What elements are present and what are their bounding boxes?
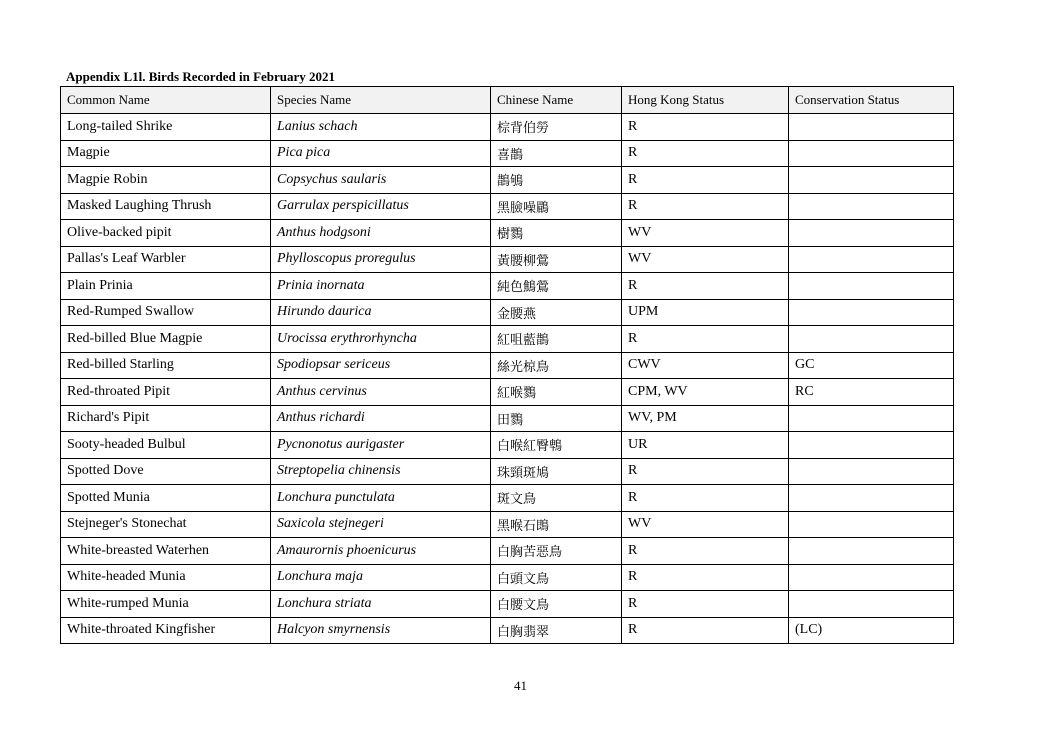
column-header-common-name: Common Name	[61, 87, 271, 114]
table-row	[61, 193, 954, 220]
hong-kong-status-cell: R	[622, 193, 789, 220]
table-row	[61, 246, 954, 273]
common-name-cell: Richard's Pipit	[61, 405, 271, 432]
chinese-name-cell: 絲光椋鳥	[491, 352, 622, 379]
hong-kong-status-cell: R	[622, 538, 789, 565]
hong-kong-status-cell: R	[622, 564, 789, 591]
conservation-status-cell	[789, 511, 954, 538]
chinese-name-cell: 黑喉石鵖	[491, 511, 622, 538]
chinese-name-cell: 金腰燕	[491, 299, 622, 326]
hong-kong-status-cell: R	[622, 114, 789, 141]
species-name-cell: Saxicola stejnegeri	[271, 511, 491, 538]
hong-kong-status-cell: R	[622, 273, 789, 300]
species-name-cell: Copsychus saularis	[271, 167, 491, 194]
hong-kong-status-cell: R	[622, 458, 789, 485]
chinese-name-cell: 紅喉鷚	[491, 379, 622, 406]
common-name-cell: Red-billed Blue Magpie	[61, 326, 271, 353]
species-name-cell: Amaurornis phoenicurus	[271, 538, 491, 565]
conservation-status-cell	[789, 591, 954, 618]
table-row	[61, 458, 954, 485]
hong-kong-status-cell: CWV	[622, 352, 789, 379]
common-name-cell: White-rumped Munia	[61, 591, 271, 618]
chinese-name-cell: 斑文鳥	[491, 485, 622, 512]
conservation-status-cell	[789, 167, 954, 194]
table-body	[61, 114, 954, 644]
table-row	[61, 220, 954, 247]
conservation-status-cell	[789, 220, 954, 247]
common-name-cell: Olive-backed pipit	[61, 220, 271, 247]
birds-table	[60, 86, 954, 644]
table-row	[61, 405, 954, 432]
chinese-name-cell: 鵲鴝	[491, 167, 622, 194]
column-header-species-name: Species Name	[271, 87, 491, 114]
species-name-cell: Anthus cervinus	[271, 379, 491, 406]
hong-kong-status-cell: R	[622, 485, 789, 512]
hong-kong-status-cell: R	[622, 140, 789, 167]
table-row	[61, 564, 954, 591]
conservation-status-cell: (LC)	[789, 617, 954, 644]
conservation-status-cell	[789, 485, 954, 512]
table-row	[61, 379, 954, 406]
species-name-cell: Anthus hodgsoni	[271, 220, 491, 247]
table-row	[61, 140, 954, 167]
table-header-row	[61, 87, 954, 114]
conservation-status-cell	[789, 193, 954, 220]
chinese-name-cell: 白喉紅臀鵯	[491, 432, 622, 459]
chinese-name-cell: 棕背伯勞	[491, 114, 622, 141]
conservation-status-cell	[789, 299, 954, 326]
species-name-cell: Anthus richardi	[271, 405, 491, 432]
page-number: 41	[514, 678, 527, 693]
chinese-name-cell: 白頭文鳥	[491, 564, 622, 591]
table-row	[61, 511, 954, 538]
conservation-status-cell	[789, 246, 954, 273]
hong-kong-status-cell: UR	[622, 432, 789, 459]
common-name-cell: Plain Prinia	[61, 273, 271, 300]
hong-kong-status-cell: CPM, WV	[622, 379, 789, 406]
table-row	[61, 273, 954, 300]
common-name-cell: Magpie Robin	[61, 167, 271, 194]
table-row	[61, 326, 954, 353]
species-name-cell: Garrulax perspicillatus	[271, 193, 491, 220]
chinese-name-cell: 黑臉噪鶥	[491, 193, 622, 220]
table-caption: Appendix L1l. Birds Recorded in February 2021	[66, 69, 336, 84]
table-row	[61, 538, 954, 565]
common-name-cell: Red-billed Starling	[61, 352, 271, 379]
hong-kong-status-cell: UPM	[622, 299, 789, 326]
common-name-cell: Spotted Munia	[61, 485, 271, 512]
conservation-status-cell	[789, 458, 954, 485]
hong-kong-status-cell: WV	[622, 246, 789, 273]
common-name-cell: Long-tailed Shrike	[61, 114, 271, 141]
common-name-cell: Magpie	[61, 140, 271, 167]
chinese-name-cell: 樹鷚	[491, 220, 622, 247]
conservation-status-cell	[789, 326, 954, 353]
common-name-cell: Sooty-headed Bulbul	[61, 432, 271, 459]
hong-kong-status-cell: R	[622, 167, 789, 194]
chinese-name-cell: 黃腰柳鶯	[491, 246, 622, 273]
species-name-cell: Pycnonotus aurigaster	[271, 432, 491, 459]
table-row	[61, 299, 954, 326]
chinese-name-cell: 白胸翡翠	[491, 617, 622, 644]
conservation-status-cell	[789, 432, 954, 459]
chinese-name-cell: 白胸苦惡鳥	[491, 538, 622, 565]
conservation-status-cell	[789, 538, 954, 565]
species-name-cell: Lonchura maja	[271, 564, 491, 591]
species-name-cell: Lonchura punctulata	[271, 485, 491, 512]
hong-kong-status-cell: WV, PM	[622, 405, 789, 432]
species-name-cell: Halcyon smyrnensis	[271, 617, 491, 644]
conservation-status-cell	[789, 564, 954, 591]
common-name-cell: White-headed Munia	[61, 564, 271, 591]
conservation-status-cell: GC	[789, 352, 954, 379]
conservation-status-cell	[789, 273, 954, 300]
species-name-cell: Streptopelia chinensis	[271, 458, 491, 485]
table-row	[61, 352, 954, 379]
hong-kong-status-cell: R	[622, 591, 789, 618]
column-header-hong-kong-status: Hong Kong Status	[622, 87, 789, 114]
conservation-status-cell	[789, 114, 954, 141]
species-name-cell: Spodiopsar sericeus	[271, 352, 491, 379]
chinese-name-cell: 紅咀藍鵲	[491, 326, 622, 353]
species-name-cell: Hirundo daurica	[271, 299, 491, 326]
table-row	[61, 591, 954, 618]
species-name-cell: Pica pica	[271, 140, 491, 167]
column-header-conservation-status: Conservation Status	[789, 87, 954, 114]
species-name-cell: Lonchura striata	[271, 591, 491, 618]
common-name-cell: Masked Laughing Thrush	[61, 193, 271, 220]
table-row	[61, 432, 954, 459]
table-row	[61, 485, 954, 512]
hong-kong-status-cell: WV	[622, 511, 789, 538]
hong-kong-status-cell: R	[622, 617, 789, 644]
hong-kong-status-cell: WV	[622, 220, 789, 247]
chinese-name-cell: 珠頸斑鳩	[491, 458, 622, 485]
chinese-name-cell: 田鷚	[491, 405, 622, 432]
table-row	[61, 114, 954, 141]
common-name-cell: Stejneger's Stonechat	[61, 511, 271, 538]
conservation-status-cell	[789, 405, 954, 432]
common-name-cell: Pallas's Leaf Warbler	[61, 246, 271, 273]
species-name-cell: Urocissa erythrorhyncha	[271, 326, 491, 353]
column-header-chinese-name: Chinese Name	[491, 87, 622, 114]
common-name-cell: White-breasted Waterhen	[61, 538, 271, 565]
chinese-name-cell: 喜鵲	[491, 140, 622, 167]
common-name-cell: Red-throated Pipit	[61, 379, 271, 406]
species-name-cell: Lanius schach	[271, 114, 491, 141]
common-name-cell: White-throated Kingfisher	[61, 617, 271, 644]
chinese-name-cell: 白腰文鳥	[491, 591, 622, 618]
common-name-cell: Red-Rumped Swallow	[61, 299, 271, 326]
hong-kong-status-cell: R	[622, 326, 789, 353]
conservation-status-cell	[789, 140, 954, 167]
common-name-cell: Spotted Dove	[61, 458, 271, 485]
table-row	[61, 167, 954, 194]
species-name-cell: Prinia inornata	[271, 273, 491, 300]
conservation-status-cell: RC	[789, 379, 954, 406]
table-row	[61, 617, 954, 644]
species-name-cell: Phylloscopus proregulus	[271, 246, 491, 273]
chinese-name-cell: 純色鷦鶯	[491, 273, 622, 300]
